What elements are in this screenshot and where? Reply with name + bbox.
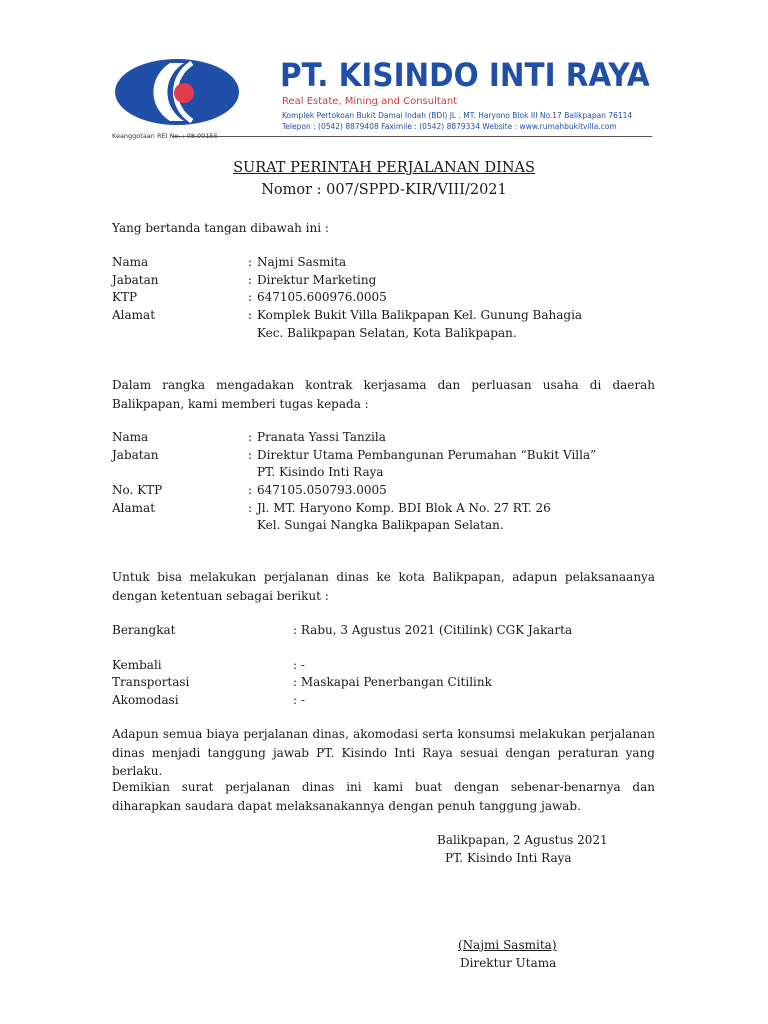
field-label: Alamat	[112, 501, 156, 515]
field-value: Jl. MT. Haryono Komp. BDI Blok A No. 27 RT. 26	[257, 501, 551, 515]
closing-paragraph: Demikian surat perjalanan dinas ini kami buat dengan sebenar-benarnya dan diharapkan saudara dapat melaksanakannya dengan penuh tanggung jawab.	[112, 780, 655, 813]
letterhead-divider	[172, 136, 652, 137]
cost-paragraph: Adapun semua biaya perjalanan dinas, akomodasi serta konsumsi melakukan perjalanan dinas menjadi tanggung jawab PT. Kisindo Inti Raya sesuai dengan peraturan yang berlaku.	[112, 727, 655, 778]
company-address: Komplek Pertokoan Bukit Damai Indah (BDI) JL . MT. Haryono Blok III No.17 Balikpapan 76114	[282, 111, 633, 120]
field-label: Nama	[112, 430, 149, 444]
letterhead	[110, 50, 655, 146]
field-separator: :	[248, 308, 253, 322]
membership-number: Keanggotaan REI No. : 08.00155	[112, 132, 218, 140]
field-value: Komplek Bukit Villa Balikpapan Kel. Gunung Bahagia	[257, 308, 583, 322]
company-contact: Telepon : (0542) 8879408 Faximile : (0542) 8879334 Website : www.rumahbukitvilla.com	[282, 122, 617, 131]
intro-text: Yang bertanda tangan dibawah ini :	[112, 221, 329, 235]
signature-company: PT. Kisindo Inti Raya	[445, 851, 572, 865]
field-label: Nama	[112, 255, 149, 269]
company-name: PT. KISINDO INTI RAYA	[280, 56, 650, 94]
field-separator: :	[248, 501, 253, 515]
field-label: No. KTP	[112, 483, 163, 497]
oval-logo-icon	[112, 57, 242, 127]
field-separator: :	[248, 255, 253, 269]
document-title: SURAT PERINTAH PERJALANAN DINAS	[233, 160, 535, 176]
field-separator: :	[248, 448, 253, 462]
field-separator: :	[248, 430, 253, 444]
field-separator: :	[248, 290, 253, 304]
signature-place-date: Balikpapan, 2 Agustus 2021	[437, 833, 608, 847]
field-value: 647105.050793.0005	[257, 483, 387, 497]
field-value: Direktur Marketing	[257, 273, 377, 287]
field-separator: :	[248, 483, 253, 497]
field-value: Kec. Balikpapan Selatan, Kota Balikpapan.	[257, 326, 517, 340]
field-label: Berangkat	[112, 623, 176, 637]
field-separator: :	[248, 273, 253, 287]
field-value: Kel. Sungai Nangka Balikpapan Selatan.	[257, 518, 504, 532]
signature-position: Direktur Utama	[460, 956, 557, 970]
field-label: KTP	[112, 290, 138, 304]
field-value: Pranata Yassi Tanzila	[257, 430, 386, 444]
signature-name: (Najmi Sasmita)	[458, 938, 557, 952]
field-value: : -	[293, 693, 305, 707]
company-tagline: Real Estate, Mining and Consultant	[282, 96, 458, 107]
field-value: : Maskapai Penerbangan Citilink	[293, 675, 492, 689]
field-label: Alamat	[112, 308, 156, 322]
document-number: Nomor : 007/SPPD-KIR/VIII/2021	[261, 182, 507, 198]
field-value: Direktur Utama Pembangunan Perumahan “Bukit Villa”	[257, 448, 597, 462]
assignment-paragraph: Dalam rangka mengadakan kontrak kerjasama dan perluasan usaha di daerah Balikpapan, kami memberi tugas kepada :	[112, 378, 655, 411]
field-label: Kembali	[112, 658, 162, 672]
field-label: Jabatan	[112, 448, 159, 462]
trip-paragraph: Untuk bisa melakukan perjalanan dinas ke kota Balikpapan, adapun pelaksanaanya dengan ketentuan sebagai berikut :	[112, 570, 655, 603]
field-value: Najmi Sasmita	[257, 255, 347, 269]
field-value: 647105.600976.0005	[257, 290, 387, 304]
field-value: PT. Kisindo Inti Raya	[257, 465, 384, 479]
field-label: Akomodasi	[112, 693, 179, 707]
field-label: Transportasi	[112, 675, 190, 689]
field-value: : Rabu, 3 Agustus 2021 (Citilink) CGK Jakarta	[293, 623, 573, 637]
field-value: : -	[293, 658, 305, 672]
field-label: Jabatan	[112, 273, 159, 287]
